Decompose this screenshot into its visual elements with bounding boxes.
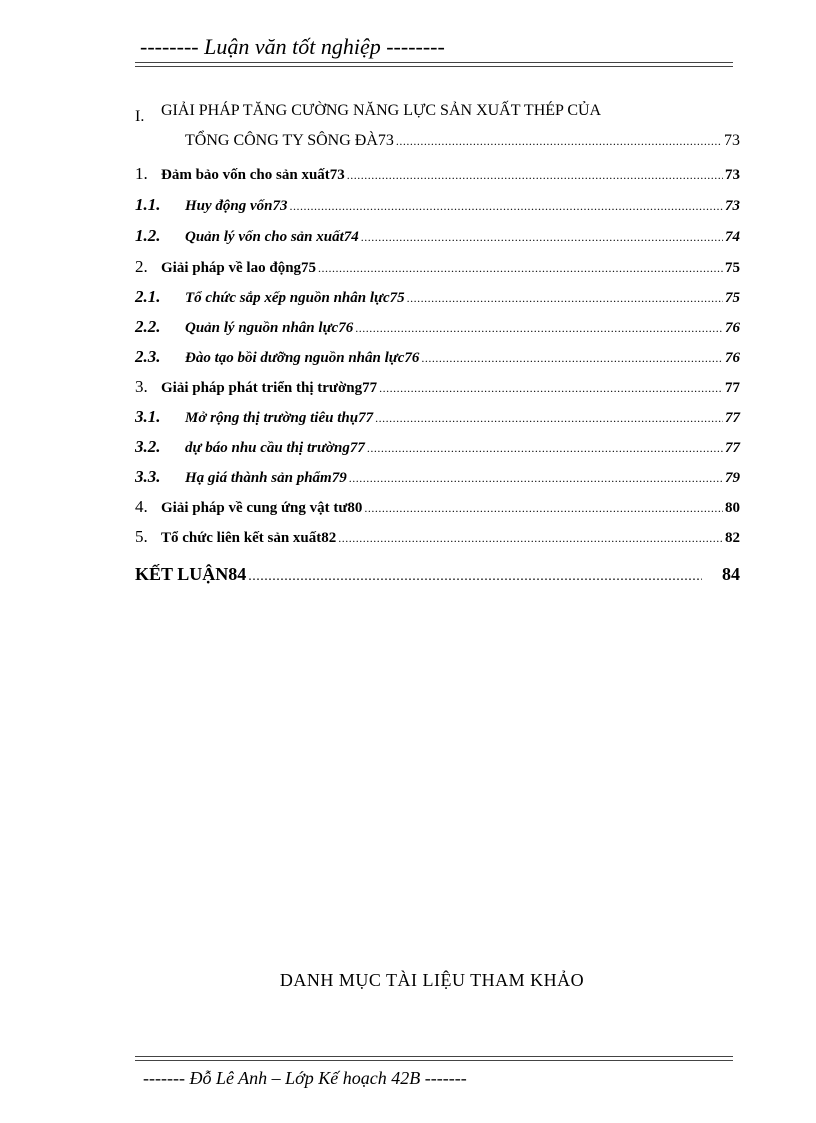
toc-number: 1.1. — [135, 195, 161, 214]
dot-leader — [361, 230, 723, 245]
page-header: -------- Luận văn tốt nghiệp -------- — [140, 34, 445, 59]
toc-page-number: 76 — [725, 350, 740, 366]
dot-leader — [379, 381, 723, 396]
dot-leader — [407, 291, 723, 306]
toc-title: Đào tạo bồi dưỡng nguồn nhân lực76 — [185, 350, 420, 366]
dot-leader — [290, 199, 723, 214]
toc-title: Quản lý nguồn nhân lực76 — [185, 320, 354, 336]
toc-entry-1-2[interactable] — [135, 226, 740, 246]
toc-entry-section-I[interactable] — [135, 102, 740, 125]
toc-page-number: 79 — [725, 470, 740, 486]
footer-rule — [135, 1056, 733, 1061]
toc-title: Quản lý vốn cho sản xuất74 — [185, 229, 359, 245]
toc-number: 5. — [135, 527, 148, 546]
toc-page-number: 73 — [725, 167, 740, 183]
toc-title: Huy động vốn73 — [185, 198, 288, 214]
toc-page-number: 80 — [725, 500, 740, 516]
toc-entry-2-2[interactable] — [135, 317, 740, 337]
toc-title: Giải pháp về lao động75 — [161, 260, 317, 276]
toc-entry-2-1[interactable] — [135, 287, 740, 307]
toc-entry-section-I-cont[interactable] — [185, 132, 740, 150]
toc-entry-3-2[interactable] — [135, 437, 740, 457]
toc-title: Đảm bảo vốn cho sản xuất73 — [161, 167, 345, 183]
dot-leader — [318, 261, 723, 276]
toc-number: 2.2. — [135, 317, 161, 336]
dot-leader — [248, 569, 702, 585]
toc-page-number: 73 — [725, 198, 740, 214]
toc-number: 2.1. — [135, 287, 161, 306]
toc-page-number: 76 — [725, 320, 740, 336]
toc-page-number: 75 — [725, 290, 740, 306]
toc-page-number: 75 — [725, 260, 740, 276]
toc-number: 2. — [135, 257, 148, 276]
dot-leader — [364, 501, 723, 516]
toc-number: 3.3. — [135, 467, 161, 486]
dot-leader — [421, 351, 723, 366]
header-rule — [135, 62, 733, 67]
toc-page-number: 77 — [725, 440, 740, 456]
toc-entry-conclusion[interactable] — [135, 564, 740, 585]
toc-entry-1-1[interactable] — [135, 195, 740, 215]
toc-entry-3-3[interactable] — [135, 467, 740, 487]
toc-number: 2.3. — [135, 347, 161, 366]
toc-title: TỔNG CÔNG TY SÔNG ĐÀ73 — [185, 132, 394, 149]
dot-leader — [396, 134, 722, 149]
references-heading: DANH MỤC TÀI LIỆU THAM KHẢO — [279, 970, 585, 990]
toc-entry-3[interactable] — [135, 377, 740, 397]
toc-title: Hạ giá thành sản phẩm79 — [185, 470, 347, 486]
toc-number: 1. — [135, 164, 148, 183]
toc-page-number: 84 — [722, 564, 740, 584]
toc-number: 3. — [135, 377, 148, 396]
toc-title: Tổ chức sắp xếp nguồn nhân lực75 — [185, 290, 405, 306]
toc-title: GIẢI PHÁP TĂNG CƯỜNG NĂNG LỰC SẢN XUẤT THÉP CỦA — [161, 102, 602, 119]
toc-title: KẾT LUẬN84 — [135, 564, 247, 584]
dot-leader — [338, 531, 723, 546]
dot-leader — [355, 321, 723, 336]
toc-entry-3-1[interactable] — [135, 407, 740, 427]
toc-title: Tổ chức liên kết sản xuất82 — [161, 530, 337, 546]
toc-entry-2[interactable] — [135, 257, 740, 277]
toc-title: Giải pháp phát triển thị trường77 — [161, 380, 378, 396]
page-footer: ------- Đỗ Lê Anh – Lớp Kế hoạch 42B ------- — [143, 1068, 467, 1088]
toc-entry-4[interactable] — [135, 497, 740, 517]
toc-number: 3.1. — [135, 407, 161, 426]
toc-number: 4. — [135, 497, 148, 516]
toc-entry-2-3[interactable] — [135, 347, 740, 367]
dot-leader — [375, 411, 723, 426]
toc-title: Giải pháp về cung ứng vật tư80 — [161, 500, 363, 516]
toc-title: Mở rộng thị trường tiêu thụ77 — [185, 410, 374, 426]
toc-page-number: 77 — [725, 410, 740, 426]
toc-number: I. — [135, 108, 145, 125]
toc-page-number: 77 — [725, 380, 740, 396]
toc-page-number: 73 — [724, 132, 740, 149]
toc-number: 3.2. — [135, 437, 161, 456]
dot-leader — [349, 471, 723, 486]
toc-title: dự báo nhu cầu thị trường77 — [185, 440, 365, 456]
toc-number: 1.2. — [135, 226, 161, 245]
toc-entry-5[interactable] — [135, 527, 740, 547]
dot-leader — [367, 441, 723, 456]
toc-page-number: 74 — [725, 229, 740, 245]
toc-entry-1[interactable] — [135, 164, 740, 184]
dot-leader — [347, 168, 723, 183]
toc-page-number: 82 — [725, 530, 740, 546]
